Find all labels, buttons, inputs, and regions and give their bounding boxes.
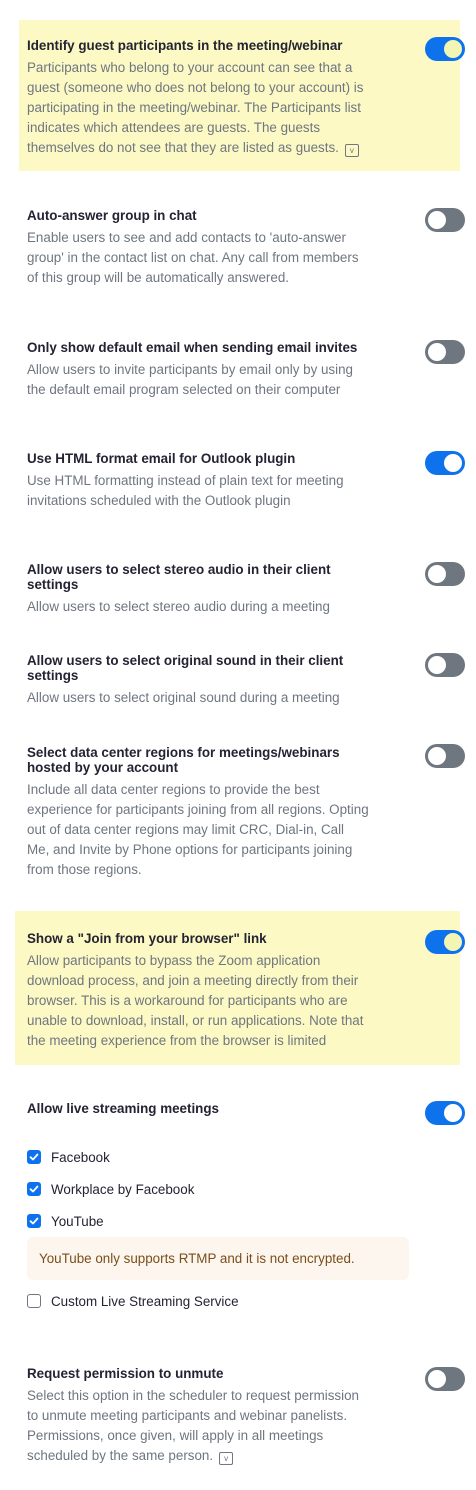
setting-data-center-regions	[19, 727, 460, 880]
toggle-knob	[428, 1370, 446, 1388]
setting-description: Allow participants to bypass the Zoom application download process, and join a meeting directly from their browser. This is a workaround for participants who are unable to download, install, or run applications. Note that the meeting experience from the browser is limited	[27, 953, 364, 1048]
option-label: Workplace by Facebook	[51, 1181, 195, 1197]
setting-title: Auto-answer group in chat	[27, 208, 197, 223]
toggle-knob	[444, 933, 462, 951]
toggle-knob	[428, 656, 446, 674]
toggle-stereo-audio[interactable]	[425, 562, 465, 586]
option-label: Custom Live Streaming Service	[51, 1293, 239, 1309]
checkbox-checked-icon[interactable]	[27, 1182, 41, 1196]
setting-title: Show a "Join from your browser" link	[27, 931, 267, 946]
setting-title: Use HTML format email for Outlook plugin	[27, 451, 296, 466]
toggle-knob	[428, 747, 446, 765]
setting-description: Enable users to see and add contacts to 'auto-answer group' in the contact list on chat. Any call from members of this group will be automatically answered.	[27, 230, 359, 285]
setting-description: Allow users to invite participants by email only by using the default email program selected on their computer	[27, 362, 353, 397]
toggle-default-email-invites[interactable]	[425, 340, 465, 364]
setting-html-email-outlook	[19, 433, 460, 511]
setting-original-sound	[19, 635, 460, 708]
toggle-knob	[428, 211, 446, 229]
setting-join-from-browser	[15, 911, 460, 1065]
setting-description: Allow users to select original sound during a meeting	[27, 690, 340, 705]
toggle-knob	[444, 454, 462, 472]
toggle-knob	[444, 40, 462, 58]
setting-title: Request permission to unmute	[27, 1366, 224, 1381]
toggle-knob	[428, 343, 446, 361]
setting-title: Only show default email when sending email invites	[27, 340, 358, 355]
toggle-request-permission-unmute[interactable]	[425, 1367, 465, 1391]
toggle-live-streaming[interactable]	[425, 1101, 465, 1125]
version-info-icon[interactable]: v	[219, 1452, 233, 1465]
setting-stereo-audio	[19, 544, 460, 617]
toggle-identify-guest-participants[interactable]	[425, 37, 465, 61]
option-facebook[interactable]	[27, 1147, 110, 1167]
option-label: Facebook	[51, 1149, 110, 1165]
setting-default-email-invites	[19, 322, 460, 400]
toggle-data-center-regions[interactable]	[425, 744, 465, 768]
setting-description: Use HTML formatting instead of plain text for meeting invitations scheduled with the Outlook plugin	[27, 473, 344, 508]
option-label: YouTube	[51, 1213, 104, 1229]
toggle-knob	[444, 1104, 462, 1122]
setting-title: Allow live streaming meetings	[27, 1101, 219, 1116]
setting-description: Allow users to select stereo audio during a meeting	[27, 599, 330, 614]
setting-request-permission-unmute	[19, 1348, 460, 1466]
option-custom-live-streaming[interactable]	[27, 1291, 239, 1311]
option-workplace-by-facebook[interactable]	[27, 1179, 194, 1199]
toggle-auto-answer-group[interactable]	[425, 208, 465, 232]
option-youtube[interactable]	[27, 1211, 104, 1231]
setting-title: Select data center regions for meetings/webinars hosted by your account	[27, 745, 340, 775]
setting-description: Select this option in the scheduler to request permission to unmute meeting participants and webinar panelists. Permissions, once given, will apply in all meetings scheduled by the same person. v	[27, 1388, 359, 1463]
setting-description: Participants who belong to your account can see that a guest (someone who does not belong to your account) is participating in the meeting/webinar. The Participants list indicates which attendees are guests. The guests themselves do not see that they are listed as guests. v	[27, 60, 364, 155]
version-info-icon[interactable]: v	[345, 144, 359, 157]
setting-title: Allow users to select stereo audio in their client settings	[27, 562, 331, 592]
setting-auto-answer-group	[19, 190, 460, 288]
toggle-join-from-browser[interactable]	[425, 930, 465, 954]
setting-description: Include all data center regions to provide the best experience for participants joining from all regions. Opting out of data center regions may limit CRC, Dial-in, Call Me, and Invite by Phone options for participants joining from those regions.	[27, 782, 369, 877]
setting-title: Identify guest participants in the meeting/webinar	[27, 38, 343, 53]
checkbox-unchecked-icon[interactable]	[27, 1294, 41, 1308]
checkbox-checked-icon[interactable]	[27, 1214, 41, 1228]
setting-live-streaming	[19, 1083, 460, 1121]
setting-title: Allow users to select original sound in their client settings	[27, 653, 344, 683]
setting-identify-guest-participants	[19, 20, 460, 171]
toggle-original-sound[interactable]	[425, 653, 465, 677]
youtube-warning-note: YouTube only supports RTMP and it is not encrypted.	[27, 1237, 409, 1280]
toggle-knob	[428, 565, 446, 583]
checkbox-checked-icon[interactable]	[27, 1150, 41, 1164]
toggle-html-email-outlook[interactable]	[425, 451, 465, 475]
